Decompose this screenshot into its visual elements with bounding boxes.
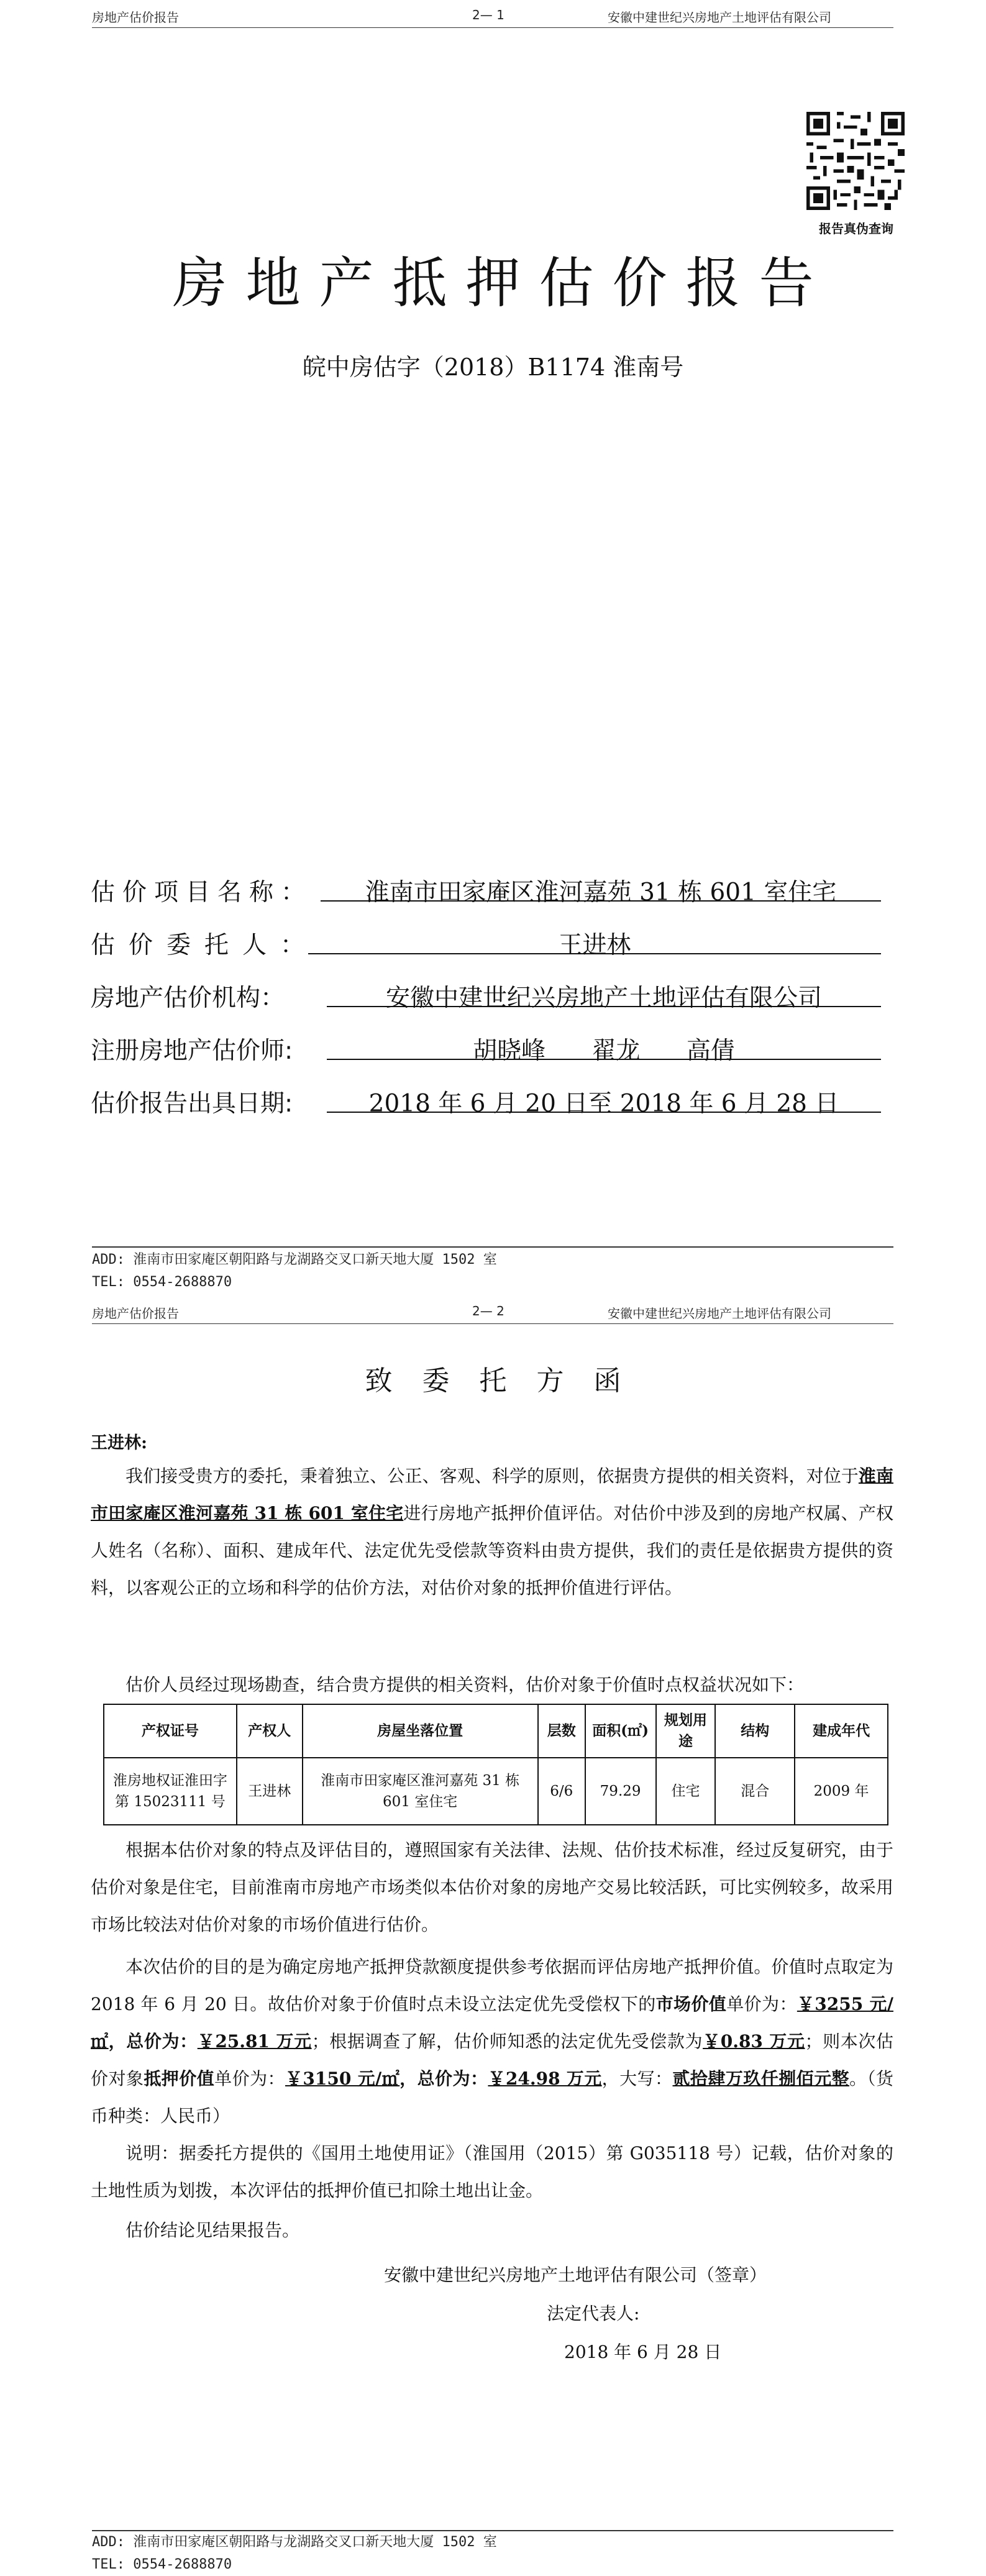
- letter-paragraph-1: [91, 1458, 893, 1607]
- letter-paragraph-2: [91, 1666, 893, 1704]
- table-cell: 王进林: [237, 1758, 303, 1825]
- property-address: 淮南市田家庵区淮河嘉苑 31 栋 601 室住宅: [91, 1466, 893, 1523]
- field-value: 2018 年 6 月 20 日至 2018 年 6 月 28 日: [368, 1090, 839, 1118]
- market-total-price: ￥25.81 万元: [197, 2031, 312, 2052]
- footer-tel: TEL: 0554-2688870: [92, 1274, 232, 1290]
- qr-caption: 报告真伪查询: [819, 221, 893, 236]
- letter-title: 致委托方函: [365, 1365, 651, 1397]
- field-label: 注册房地产估价师:: [91, 1037, 293, 1065]
- p4-text: ；则本次估价对象: [91, 2031, 893, 2089]
- table-header-cell: 房屋坐落位置: [303, 1704, 538, 1758]
- table-header-cell: 结构: [715, 1704, 795, 1758]
- mortgage-total-price: ￥24.98 万元: [488, 2068, 602, 2089]
- page1-footer: [92, 1249, 497, 1294]
- p4-text: 单价为：: [214, 2068, 285, 2089]
- header-right: 安徽中建世纪兴房地产土地评估有限公司: [608, 10, 831, 25]
- salutation: 王进林:: [91, 1433, 147, 1453]
- letter-paragraph-5: [91, 2135, 893, 2209]
- p3-text: 根据本估价对象的特点及评估目的，遵照国家有关法律、法规、估价技术标准，经过反复研究，由于估价对象是住宅，目前淮南市房地产市场类似本估价对象的房地产交易比较活跃，可比实例较多，故采用市场比较法对估价对象的市场价值进行估价。: [91, 1840, 893, 1935]
- header-left: 房地产估价报告: [92, 10, 179, 25]
- field-value: 王进林: [558, 931, 631, 959]
- table-cell: 混合: [715, 1758, 795, 1825]
- header-page-number: 2— 2: [472, 1304, 504, 1318]
- letter-paragraph-6: [91, 2212, 893, 2249]
- footer-address: ADD: 淮南市田家庵区朝阳路与龙湖路交叉口新天地大厦 1502 室: [92, 2534, 497, 2550]
- priority-claim-amount: ￥0.83 万元: [703, 2031, 805, 2052]
- field-value: 安徽中建世纪兴房地产土地评估有限公司: [385, 984, 822, 1012]
- market-value-label: 市场价值: [655, 1994, 727, 2014]
- report-number: 皖中房估字（2018）B1174 淮南号: [302, 354, 684, 381]
- signature-date: 2018 年 6 月 28 日: [564, 2342, 722, 2362]
- p4-text: ，大写：: [601, 2068, 673, 2089]
- field-label: 估价项目名称：: [91, 879, 313, 907]
- field-label: 估价委托人：: [91, 931, 319, 959]
- table-cell: 淮房地权证淮田字第 15023111 号: [104, 1758, 237, 1825]
- amount-in-words: 贰拾肆万玖仟捌佰元整: [672, 2068, 850, 2089]
- p4-text: 。（货币种类：人民币）: [91, 2068, 893, 2126]
- p6-text: 估价结论见结果报告。: [126, 2220, 300, 2240]
- table-header-cell: 规划用途: [656, 1704, 716, 1758]
- p1-text-cont: 进行房地产抵押价值评估。对估价中涉及到的房地产权属、产权人姓名（名称）、面积、建成年代、法定优先受偿款等资料由贵方提供，我们的责任是依据贵方提供的资料，以客观公正的立场和科学的估价方法，对估价对象的抵押价值进行评估。: [91, 1503, 893, 1598]
- table-header-cell: 层数: [538, 1704, 585, 1758]
- market-unit-price: ￥3255 元/㎡: [91, 1994, 893, 2052]
- header-left: 房地产估价报告: [92, 1306, 179, 1321]
- report-title: 房地产抵押估价报告: [172, 251, 833, 315]
- qr-code-icon[interactable]: [806, 112, 905, 210]
- letter-paragraph-4: [91, 1948, 893, 2135]
- p4-text: ，总价为：: [108, 2031, 198, 2052]
- header-right: 安徽中建世纪兴房地产土地评估有限公司: [608, 1306, 831, 1321]
- p2-text: 估价人员经过现场勘查，结合贵方提供的相关资料，估价对象于价值时点权益状况如下：: [126, 1674, 805, 1695]
- page2-footer: [92, 2531, 497, 2576]
- table-row: [104, 1758, 888, 1825]
- mortgage-unit-price: ￥3150 元/㎡: [285, 2068, 400, 2089]
- footer-rule: [92, 1246, 893, 1248]
- p4-text: ；根据调查了解，估价师知悉的法定优先受偿款为: [311, 2031, 703, 2052]
- field-label: 估价报告出具日期:: [91, 1090, 293, 1118]
- letter-paragraph-3: [91, 1832, 893, 1943]
- header-page-number: 2— 1: [472, 7, 504, 22]
- table-header-cell: 建成年代: [795, 1704, 888, 1758]
- signature-legal-rep: 法定代表人:: [547, 2303, 640, 2324]
- table-cell: 79.29: [585, 1758, 656, 1825]
- table-header-cell: 产权证号: [104, 1704, 237, 1758]
- table-header-cell: 产权人: [237, 1704, 303, 1758]
- field-value: 胡晓峰 翟龙 高倩: [473, 1037, 735, 1065]
- rights-table: [103, 1704, 888, 1825]
- field-label: 房地产估价机构：: [91, 984, 285, 1012]
- p4-text: ，总价为：: [399, 2068, 488, 2089]
- table-cell: 住宅: [656, 1758, 716, 1825]
- field-value: 淮南市田家庵区淮河嘉苑 31 栋 601 室住宅: [365, 879, 837, 907]
- p1-text: 我们接受贵方的委托，秉着独立、公正、客观、科学的原则，依据贵方提供的相关资料，对位于: [126, 1466, 859, 1486]
- signature-company: 安徽中建世纪兴房地产土地评估有限公司（签章）: [384, 2265, 767, 2285]
- table-header-row: [104, 1704, 888, 1758]
- table-cell: 淮南市田家庵区淮河嘉苑 31 栋 601 室住宅: [303, 1758, 538, 1825]
- p5-text: 说明：据委托方提供的《国用土地使用证》（淮国用（2015）第 G035118 号）记载，估价对象的土地性质为划拨，本次评估的抵押价值已扣除土地出让金。: [91, 2143, 893, 2201]
- p4-text: 本次估价的目的是为确定房地产抵押贷款额度提供参考依据而评估房地产抵押价值。价值时点取定为 2018 年 6 月 20 日。故估价对象于价值时点未设立法定优先受偿权下的: [91, 1957, 893, 2014]
- table-header-cell: 面积(㎡): [585, 1704, 656, 1758]
- footer-address: ADD: 淮南市田家庵区朝阳路与龙湖路交叉口新天地大厦 1502 室: [92, 1252, 497, 1267]
- table-cell: 2009 年: [795, 1758, 888, 1825]
- header-rule: [92, 1323, 893, 1324]
- footer-tel: TEL: 0554-2688870: [92, 2557, 232, 2572]
- header-rule: [92, 27, 893, 28]
- p4-text: 单价为：: [726, 1994, 797, 2014]
- mortgage-value-label: 抵押价值: [144, 2068, 215, 2089]
- table-cell: 6/6: [538, 1758, 585, 1825]
